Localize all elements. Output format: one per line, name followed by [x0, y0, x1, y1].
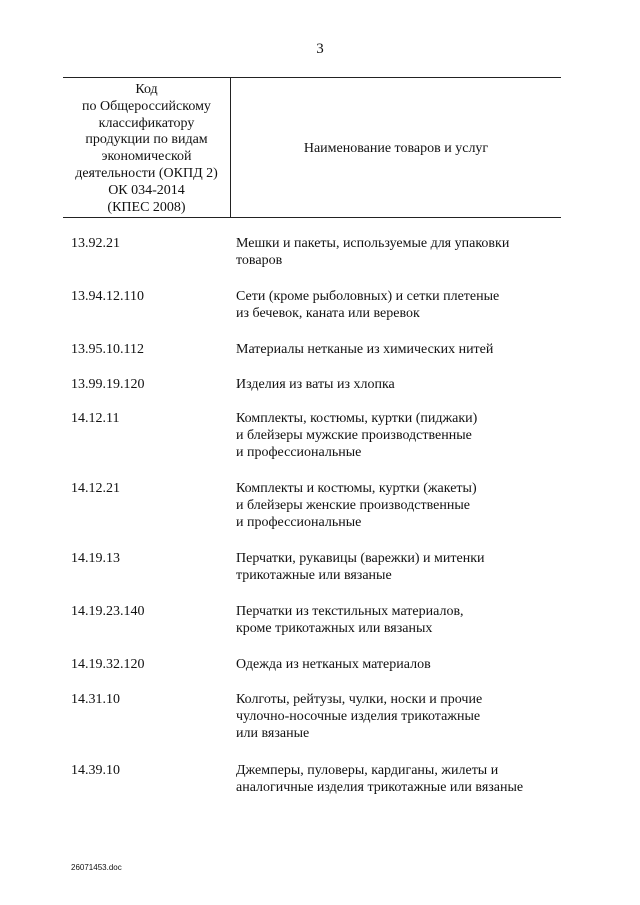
- row-name: [236, 550, 556, 584]
- row-name-line: и блейзеры женские производственные: [236, 498, 470, 513]
- row-name: [236, 376, 556, 393]
- row-name-line: чулочно-носочные изделия трикотажные: [236, 709, 481, 724]
- header-code-line: (КПЕС 2008): [107, 199, 186, 215]
- row-code: 14.39.10: [71, 763, 120, 778]
- table-top-rule: [63, 77, 561, 78]
- row-name-line: Перчатки из текстильных материалов,: [236, 604, 464, 619]
- header-code-line: экономической: [101, 149, 192, 165]
- row-name-line: трикотажные или вязаные: [236, 568, 392, 583]
- row-name-line: Сети (кроме рыболовных) и сетки плетеные: [236, 289, 500, 304]
- header-code-line: классификатору: [98, 115, 195, 131]
- row-name: [236, 235, 556, 269]
- document-footer: 26071453.doc: [71, 863, 122, 872]
- row-name: [236, 603, 556, 637]
- row-code: 14.12.11: [71, 411, 120, 426]
- row-code: 14.12.21: [71, 481, 120, 496]
- row-name: [236, 656, 556, 673]
- header-code-column: [63, 82, 230, 216]
- row-code: 14.19.13: [71, 551, 120, 566]
- row-name-line: Джемперы, пуловеры, кардиганы, жилеты и: [236, 763, 499, 778]
- row-name: [236, 691, 556, 742]
- row-code: 14.19.32.120: [71, 657, 145, 672]
- header-code-line: продукции по видам: [85, 132, 208, 148]
- row-name-line: из бечевок, каната или веревок: [236, 306, 420, 321]
- row-name-line: Колготы, рейтузы, чулки, носки и прочие: [236, 692, 483, 707]
- row-name-line: и профессиональные: [236, 515, 362, 530]
- row-name-line: Комплекты, костюмы, куртки (пиджаки): [236, 411, 478, 426]
- row-name-line: и блейзеры мужские производственные: [236, 428, 472, 443]
- header-code-line: деятельности (ОКПД 2): [75, 165, 218, 181]
- page-number: 3: [316, 41, 324, 57]
- row-name-line: Изделия из ваты из хлопка: [236, 377, 395, 392]
- row-name: [236, 480, 556, 531]
- row-code: 14.31.10: [71, 692, 120, 707]
- row-name: [236, 341, 556, 358]
- row-name-line: Одежда из нетканых материалов: [236, 657, 431, 672]
- row-code: 13.94.12.110: [71, 289, 144, 304]
- row-name-line: аналогичные изделия трикотажные или вязаные: [236, 780, 524, 795]
- table-header-bottom-rule: [63, 217, 561, 218]
- row-name: [236, 762, 556, 796]
- row-name-line: Комплекты и костюмы, куртки (жакеты): [236, 481, 477, 496]
- row-name-line: Мешки и пакеты, используемые для упаковки: [236, 236, 510, 251]
- row-name-line: и профессиональные: [236, 445, 362, 460]
- row-code: 13.95.10.112: [71, 342, 144, 357]
- row-code: 14.19.23.140: [71, 604, 145, 619]
- header-code-line: ОК 034-2014: [108, 182, 185, 198]
- row-name: [236, 288, 556, 322]
- row-name-line: кроме трикотажных или вязаных: [236, 621, 433, 636]
- row-name-line: Материалы нетканые из химических нитей: [236, 342, 494, 357]
- header-code-line: Код: [135, 82, 158, 97]
- row-name-line: Перчатки, рукавицы (варежки) и митенки: [236, 551, 485, 566]
- header-code-line: по Общероссийскому: [82, 98, 211, 114]
- row-name-line: или вязаные: [236, 726, 310, 741]
- row-name-line: товаров: [236, 253, 283, 268]
- header-name-column: Наименование товаров и услуг: [303, 141, 489, 156]
- row-code: 13.99.19.120: [71, 377, 145, 392]
- row-code: 13.92.21: [71, 236, 120, 251]
- row-name: [236, 410, 556, 461]
